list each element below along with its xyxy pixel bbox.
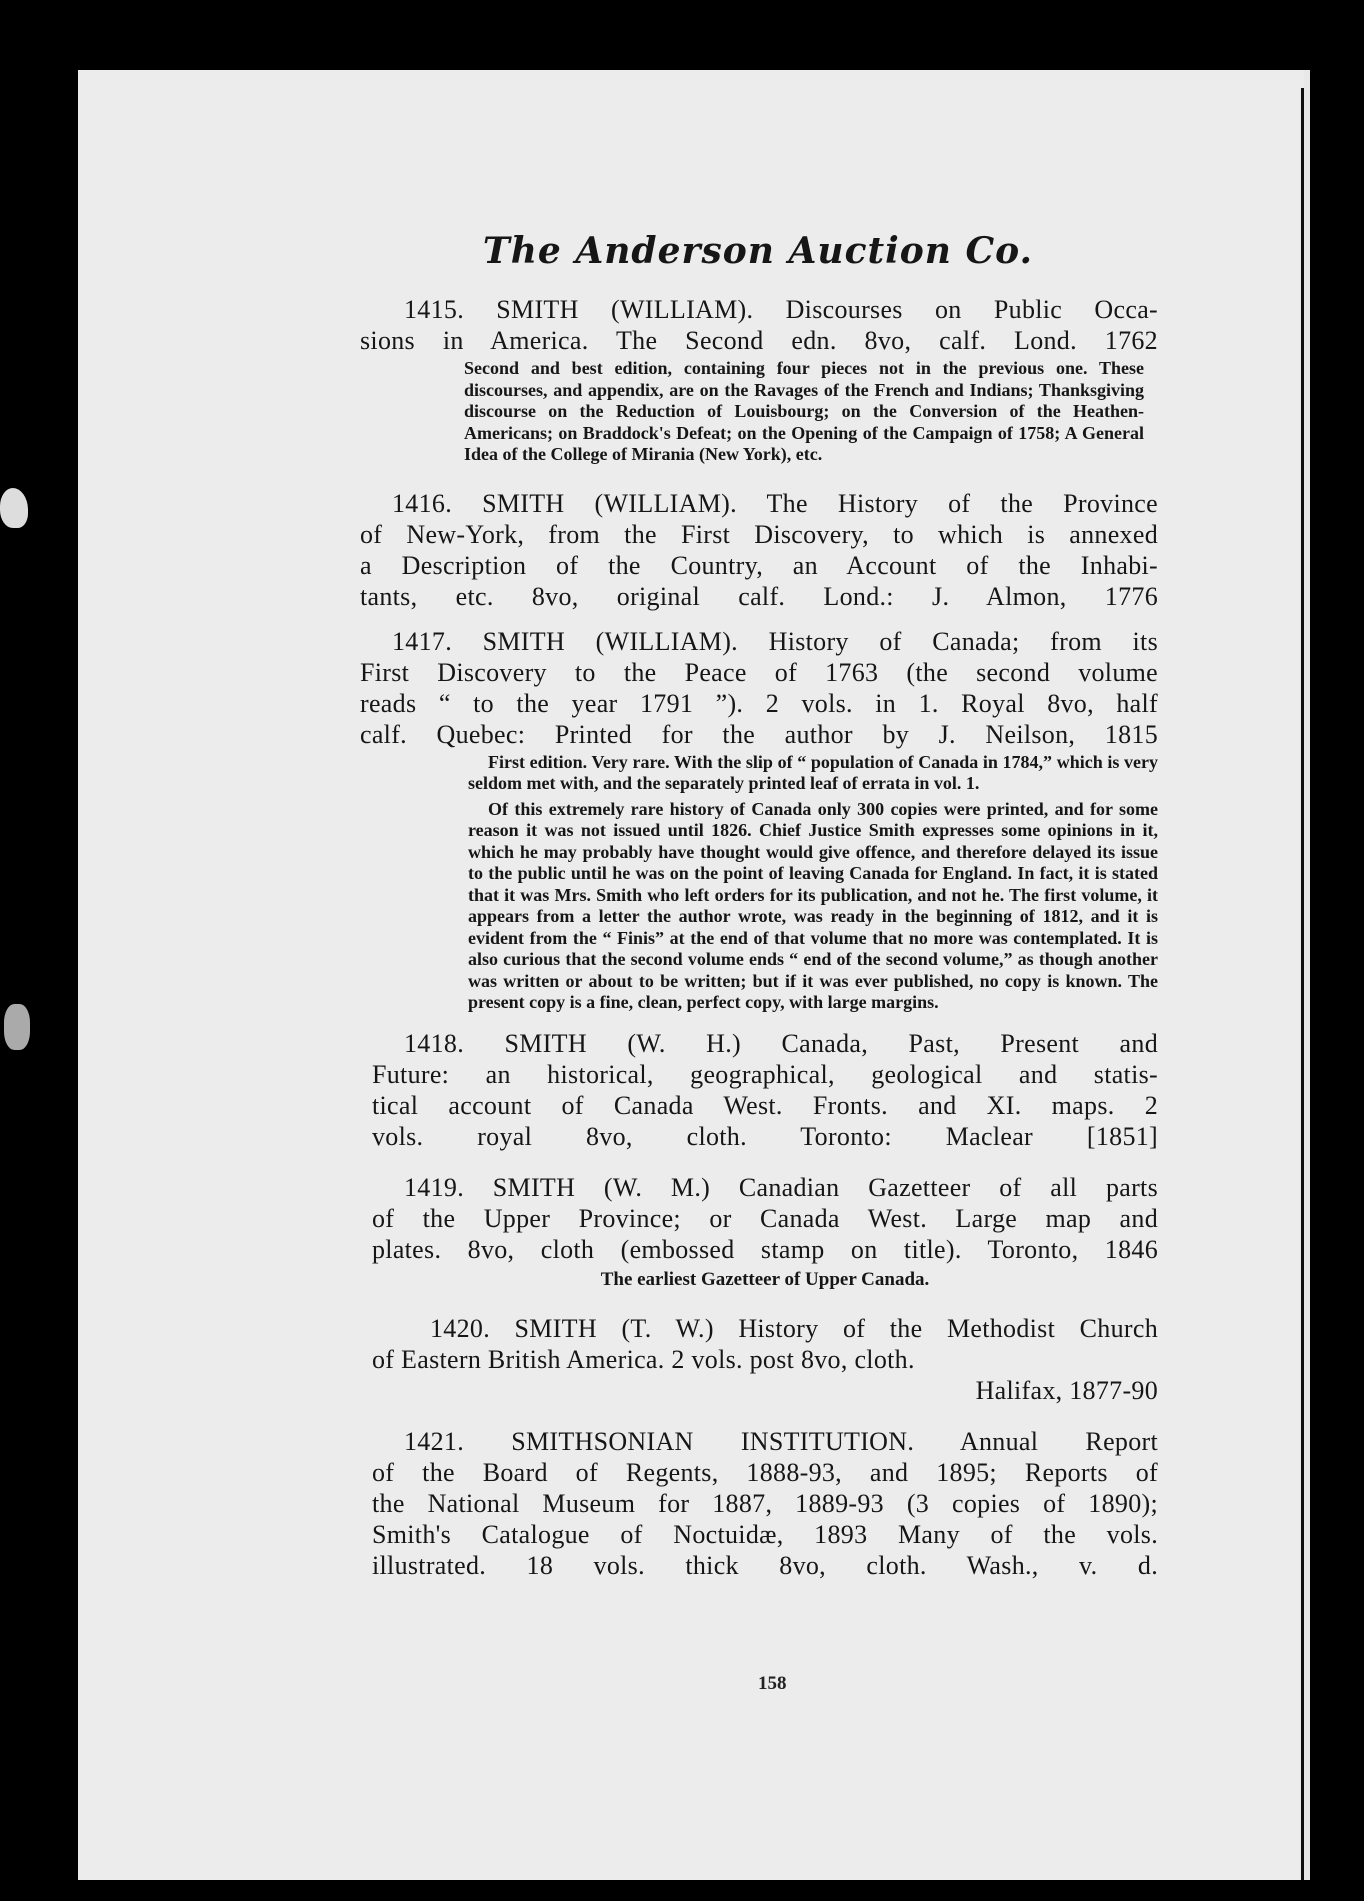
entry-line: calf. Quebec: Printed for the author by J. Neilson, 1815: [360, 719, 1158, 749]
catalogue-entry-1418: [372, 1028, 1158, 1152]
catalogue-text: [360, 230, 1158, 1595]
entry-line: Smith's Catalogue of Noctuidæ, 1893 Many of the vols.: [372, 1519, 1158, 1549]
entry-note: The earliest Gazetteer of Upper Canada.: [600, 1268, 930, 1290]
entry-line: 1415. SMITH (WILLIAM). Discourses on Public Occa-: [404, 295, 1158, 324]
entry-line: 1421. SMITHSONIAN INSTITUTION. Annual Report: [404, 1426, 1158, 1456]
catalogue-entry-1421: [372, 1426, 1158, 1581]
entry-line: of the Board of Regents, 1888-93, and 1895; Reports of: [372, 1457, 1158, 1487]
entry-line: of the Upper Province; or Canada West. Large map and: [372, 1203, 1158, 1233]
entry-line: 1417. SMITH (WILLIAM). History of Canada; from its: [392, 626, 1158, 656]
scan-artifact: [0, 488, 28, 528]
entry-line: tants, etc. 8vo, original calf. Lond.: J. Almon, 1776: [360, 581, 1158, 611]
catalogue-entry-1415: [360, 294, 1158, 466]
entry-line: of Eastern British America. 2 vols. post 8vo, cloth.: [372, 1344, 915, 1374]
entry-line: plates. 8vo, cloth (embossed stamp on title). Toronto, 1846: [372, 1234, 1158, 1264]
entry-line: First Discovery to the Peace of 1763 (the second volume: [360, 657, 1158, 687]
entry-line: Halifax, 1877-90: [975, 1375, 1158, 1405]
right-page-margin: [1304, 70, 1310, 1880]
page-number: 158: [758, 1673, 787, 1694]
catalogue-entry-1416: [360, 488, 1158, 612]
running-head: The Anderson Auction Co.: [482, 230, 1034, 272]
entry-line: 1419. SMITH (W. M.) Canadian Gazetteer of all parts: [404, 1172, 1158, 1202]
entry-line: 1416. SMITH (WILLIAM). The History of the Province: [392, 488, 1158, 518]
facing-page-edge-line: [1301, 88, 1304, 1880]
entry-line: 1420. SMITH (T. W.) History of the Methodist Church: [430, 1313, 1158, 1343]
catalogue-entry-1420: [372, 1313, 1158, 1406]
entry-note: Second and best edition, containing four pieces not in the previous one. These discourses, and appendix, are on the Ravages of the French and Indians; Thanksgiving discourse on the Reduction of Louisbourg; on the Conversion of the Heathen-Americans; on Braddock's Defeat; on the Opening of the Campaign of 1758; A General Idea of the College of Mirania (New York), etc.: [464, 358, 1144, 464]
entry-line: tical account of Canada West. Fronts. and XI. maps. 2: [372, 1090, 1158, 1120]
entry-line: a Description of the Country, an Account of the Inhabi-: [360, 550, 1158, 580]
scan-artifact: [4, 1004, 30, 1050]
entry-line: vols. royal 8vo, cloth. Toronto: Maclear [1851]: [372, 1121, 1158, 1151]
entry-line: the National Museum for 1887, 1889-93 (3 copies of 1890);: [372, 1488, 1158, 1518]
entry-line: 1418. SMITH (W. H.) Canada, Past, Present and: [404, 1028, 1158, 1058]
entry-line: illustrated. 18 vols. thick 8vo, cloth. Wash., v. d.: [372, 1550, 1158, 1580]
entry-line: reads “ to the year 1791 ”). 2 vols. in 1. Royal 8vo, half: [360, 688, 1158, 718]
entry-line: sions in America. The Second edn. 8vo, calf. Lond. 1762: [360, 326, 1158, 355]
entry-line: of New-York, from the First Discovery, to which is annexed: [360, 519, 1158, 549]
catalogue-entry-1419: [372, 1172, 1158, 1291]
entry-note: First edition. Very rare. With the slip of “ population of Canada in 1784,” which is very seldom met with, and the separately printed leaf of errata in vol. 1.: [468, 751, 1158, 793]
entry-note: Of this extremely rare history of Canada only 300 copies were printed, and for some reason it was not issued until 1826. Chief Justice Smith expresses some opinions in it, which he may probably have thought would give offence, and therefore delayed its issue to the public until he was on the point of leaving Canada for England. In fact, it is stated that it was Mrs. Smith who left orders for its publication, and not he. The first volume, it appears from a letter the author wrote, was ready in the beginning of 1812, and it is evident from the “ Finis” at the end of that volume that no more was contemplated. It is also curious that the second volume ends “ end of the second volume,” as though another was written or about to be written; but if it was ever published, no copy is known. The present copy is a fine, clean, perfect copy, with large margins.: [468, 798, 1158, 1012]
entry-line: Future: an historical, geographical, geological and statis-: [372, 1059, 1158, 1089]
catalogue-entry-1417: [360, 626, 1158, 1014]
